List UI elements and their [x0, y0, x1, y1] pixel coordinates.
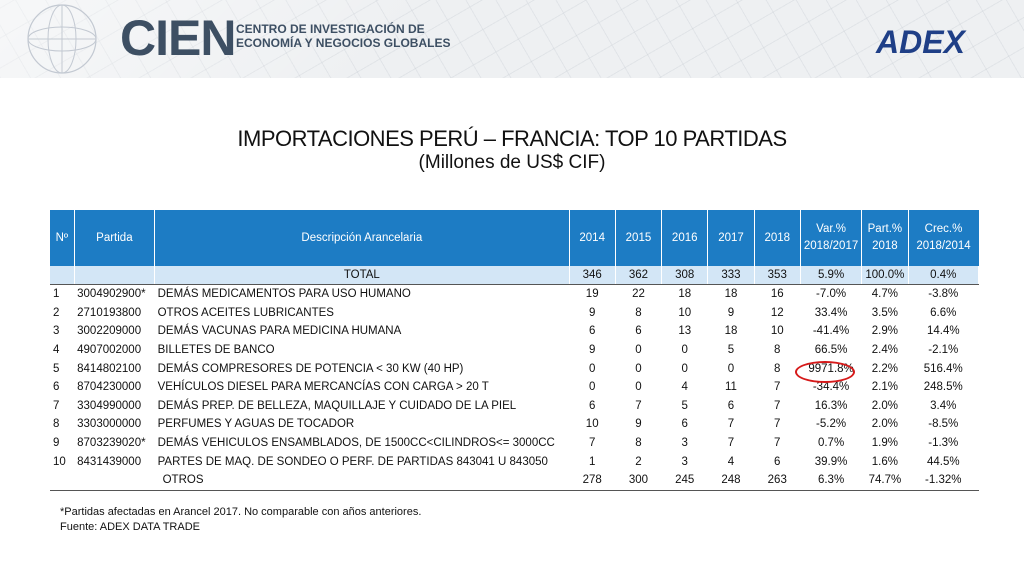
row-part: 3.5%: [871, 306, 898, 319]
header-descripcion: Descripción Arancelaria: [155, 210, 569, 266]
header-2016: 2016: [662, 210, 708, 266]
row-part: 2.4%: [871, 344, 898, 357]
row-2015: 22: [632, 288, 645, 301]
row-2016: 10: [678, 306, 692, 319]
row-2014: 0: [588, 381, 596, 394]
row-partida: 3002209000: [77, 325, 142, 338]
otros-2016: 245: [662, 471, 708, 490]
row-crec: -8.5%: [928, 418, 959, 431]
row-descripcion: PERFUMES Y AGUAS DE TOCADOR: [157, 418, 355, 431]
table-header-row: [50, 210, 979, 266]
row-number: 6: [53, 381, 60, 394]
row-partida: 8704230000: [77, 381, 142, 394]
source-note: Fuente: ADEX DATA TRADE: [60, 521, 200, 533]
page-title: IMPORTACIONES PERÚ – FRANCIA: TOP 10 PARTIDAS: [237, 126, 787, 151]
row-2014: 7: [588, 437, 596, 450]
table-row: [50, 341, 979, 360]
row-number: 4: [53, 344, 60, 357]
row-2015: 8: [635, 437, 642, 450]
otros-row: [50, 471, 979, 490]
row-2017: 6: [727, 399, 735, 412]
row-2017: 9: [727, 306, 735, 319]
header-2017: 2017: [708, 210, 754, 266]
row-2014: 1: [588, 455, 596, 468]
row-crec: 3.4%: [930, 399, 957, 412]
total-2018: 353: [754, 266, 800, 285]
row-2016: 3: [681, 455, 688, 468]
row-2015: 0: [635, 344, 642, 357]
header-var-line1: Var.%: [816, 223, 846, 235]
header-banner: [0, 0, 1024, 78]
row-2017: 18: [724, 325, 738, 338]
row-2017: 18: [724, 288, 738, 301]
otros-n-cell: [50, 471, 74, 490]
row-2015: 2: [635, 455, 642, 468]
row-2017: 7: [727, 437, 735, 450]
row-part: 1.6%: [871, 455, 898, 468]
otros-var: 6.3%: [800, 471, 861, 490]
header-var: [800, 210, 861, 266]
row-2016: 0: [681, 362, 688, 375]
row-2018: 16: [770, 288, 784, 301]
header-part: [862, 210, 908, 266]
row-descripcion: DEMÁS MEDICAMENTOS PARA USO HUMANO: [157, 288, 411, 301]
row-crec: -2.1%: [928, 344, 959, 357]
table-row: [50, 434, 979, 453]
row-2017: 11: [725, 381, 737, 394]
globe-icon: [0, 0, 120, 78]
row-descripcion: DEMÁS VACUNAS PARA MEDICINA HUMANA: [157, 325, 402, 338]
total-part: 100.0%: [862, 266, 908, 285]
row-2015: 0: [635, 381, 642, 394]
row-2017: 7: [727, 418, 735, 431]
header-crec-line1: Crec.%: [924, 223, 963, 235]
page-subtitle: (Millones de US$ CIF): [418, 152, 606, 173]
row-partida: 3004902900*: [77, 288, 146, 301]
row-2016: 13: [678, 325, 692, 338]
table-row: [50, 304, 979, 323]
total-var: 5.9%: [800, 266, 861, 285]
header-crec: [908, 210, 978, 266]
row-crec: -1.3%: [928, 437, 959, 450]
row-number: 5: [53, 362, 60, 375]
row-number: 2: [53, 306, 60, 319]
row-var: 66.5%: [814, 344, 848, 357]
table-row: [50, 397, 979, 416]
row-descripcion: DEMÁS PREP. DE BELLEZA, MAQUILLAJE Y CUIDADO DE LA PIEL: [157, 399, 517, 412]
row-number: 1: [53, 288, 60, 301]
row-2018: 6: [774, 455, 781, 468]
otros-2014: 278: [569, 471, 615, 490]
row-2015: 9: [635, 418, 642, 431]
row-2016: 4: [681, 381, 688, 394]
row-2018: 7: [774, 381, 781, 394]
row-2016: 6: [681, 418, 688, 431]
highlight-circle: [795, 361, 855, 383]
total-2015: 362: [615, 266, 661, 285]
row-partida: 8703239020*: [77, 437, 146, 450]
row-descripcion: PARTES DE MAQ. DE SONDEO O PERF. DE PARTIDAS 843041 U 843050: [157, 455, 548, 468]
row-part: 1.9%: [871, 437, 898, 450]
header-crec-line2: 2018/2014: [916, 240, 971, 252]
row-var: -34.4%: [812, 381, 850, 394]
row-number: 7: [53, 399, 60, 412]
row-crec: 516.4%: [923, 362, 963, 375]
row-partida: 3303000000: [77, 418, 142, 431]
total-n-cell: [50, 266, 74, 285]
header-2014: 2014: [569, 210, 615, 266]
row-2015: 6: [635, 325, 642, 338]
header-2018: 2018: [754, 210, 800, 266]
total-partida-cell: [74, 266, 154, 285]
row-crec: 6.6%: [930, 306, 957, 319]
row-2018: 12: [770, 306, 784, 319]
row-part: 2.9%: [871, 325, 898, 338]
row-2018: 7: [774, 418, 781, 431]
row-descripcion: DEMÁS VEHICULOS ENSAMBLADOS, DE 1500CC<CILINDROS<= 3000CC: [157, 437, 555, 450]
header-part-line1: Part.%: [867, 223, 903, 235]
row-crec: 44.5%: [926, 455, 960, 468]
row-partida: 3304990000: [77, 399, 142, 412]
row-number: 9: [53, 437, 60, 450]
cien-subtitle-line1: CENTRO DE INVESTIGACIÓN DE: [236, 22, 425, 36]
table-row: [50, 285, 979, 304]
row-2014: 10: [585, 418, 599, 431]
row-2014: 9: [588, 344, 596, 357]
row-partida: 4907002000: [77, 344, 142, 357]
row-var: 39.9%: [814, 455, 848, 468]
imports-table: [50, 210, 979, 491]
row-part: 2.1%: [871, 381, 898, 394]
total-label: TOTAL: [155, 266, 569, 285]
row-var: -41.4%: [812, 325, 850, 338]
row-part: 2.0%: [871, 399, 898, 412]
row-var: 9971.8%: [808, 362, 854, 375]
row-var: 0.7%: [817, 437, 845, 450]
row-2014: 0: [588, 362, 596, 375]
row-partida: 8431439000: [77, 455, 142, 468]
row-2017: 4: [727, 455, 735, 468]
row-crec: 14.4%: [926, 325, 960, 338]
row-2015: 7: [635, 399, 642, 412]
header-part-line2: 2018: [872, 240, 898, 252]
cien-subtitle-line2: ECONOMÍA Y NEGOCIOS GLOBALES: [236, 36, 451, 50]
table-row: [50, 415, 979, 434]
row-number: 3: [53, 325, 60, 338]
cien-logo: CIEN: [120, 10, 236, 66]
row-2017: 5: [727, 344, 735, 357]
header-partida: Partida: [74, 210, 154, 266]
row-part: 4.7%: [871, 288, 898, 301]
row-partida: 2710193800: [77, 306, 142, 319]
row-2018: 8: [774, 362, 781, 375]
row-var: 33.4%: [814, 306, 848, 319]
row-2017: 0: [727, 362, 735, 375]
cien-subtitle: [236, 22, 450, 50]
row-number: 10: [53, 455, 66, 468]
header-2015: 2015: [615, 210, 661, 266]
row-2014: 19: [585, 288, 599, 301]
otros-2017: 248: [708, 471, 754, 490]
row-2015: 8: [635, 306, 642, 319]
row-crec: -3.8%: [928, 288, 959, 301]
total-2016: 308: [662, 266, 708, 285]
row-2018: 7: [774, 399, 781, 412]
otros-2015: 300: [615, 471, 661, 490]
row-part: 2.0%: [871, 418, 898, 431]
row-2018: 10: [770, 325, 784, 338]
row-var: -5.2%: [816, 418, 847, 431]
row-2014: 9: [588, 306, 596, 319]
row-number: 8: [53, 418, 60, 431]
adex-logo: ADEX: [876, 24, 965, 60]
row-descripcion: VEHÍCULOS DIESEL PARA MERCANCÍAS CON CARGA > 20 T: [157, 381, 489, 394]
otros-crec: -1.32%: [908, 471, 978, 490]
otros-partida-cell: [74, 471, 154, 490]
row-descripcion: DEMÁS COMPRESORES DE POTENCIA < 30 KW (40 HP): [157, 362, 464, 375]
row-descripcion: OTROS ACEITES LUBRICANTES: [157, 306, 334, 319]
row-2018: 8: [774, 344, 781, 357]
footnote: *Partidas afectadas en Arancel 2017. No comparable con años anteriores.: [60, 506, 422, 518]
total-2014: 346: [569, 266, 615, 285]
table-row: [50, 452, 979, 471]
row-2016: 18: [678, 288, 692, 301]
otros-part: 74.7%: [862, 471, 908, 490]
otros-label: OTROS: [155, 471, 569, 490]
total-crec: 0.4%: [908, 266, 978, 285]
row-2016: 3: [681, 437, 688, 450]
row-var: 16.3%: [814, 399, 848, 412]
otros-2018: 263: [754, 471, 800, 490]
row-2014: 6: [588, 399, 596, 412]
table-row: [50, 322, 979, 341]
header-var-line2: 2018/2017: [803, 240, 859, 252]
row-var: -7.0%: [816, 288, 847, 301]
row-2016: 0: [681, 344, 688, 357]
row-partida: 8414802100: [77, 362, 142, 375]
row-crec: 248.5%: [923, 381, 963, 394]
row-2014: 6: [588, 325, 596, 338]
row-2018: 7: [774, 437, 781, 450]
row-2016: 5: [681, 399, 688, 412]
row-descripcion: BILLETES DE BANCO: [157, 344, 275, 357]
row-part: 2.2%: [871, 362, 898, 375]
total-row: [50, 266, 979, 285]
header-n: Nº: [50, 210, 74, 266]
total-2017: 333: [708, 266, 754, 285]
row-2015: 0: [635, 362, 642, 375]
